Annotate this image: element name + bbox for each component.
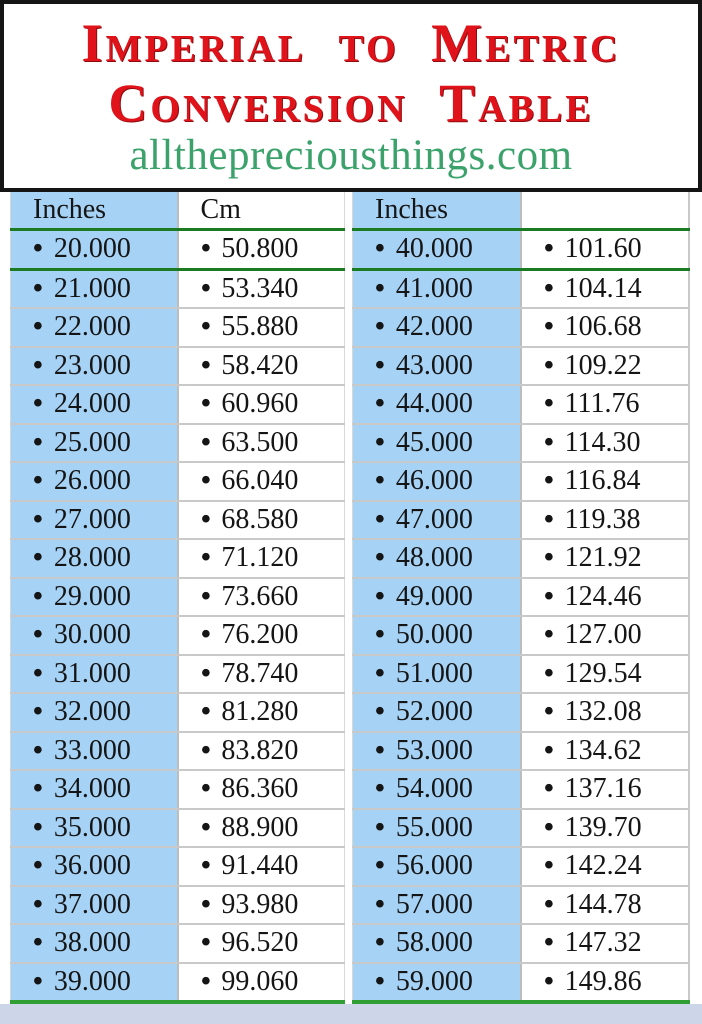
table-row xyxy=(353,539,690,578)
bullet-icon: • xyxy=(543,616,555,653)
bullet-icon: • xyxy=(199,616,212,653)
cell-cm xyxy=(521,847,689,886)
cell-inches xyxy=(11,385,178,424)
cell-cm xyxy=(178,847,345,886)
table-row xyxy=(353,308,690,347)
page-title-line2: Conversion Table xyxy=(108,73,594,134)
cell-cm xyxy=(521,308,689,347)
column-header-cm-right xyxy=(521,192,689,230)
cell-cm xyxy=(521,462,689,501)
bullet-icon: • xyxy=(32,963,44,999)
cell-value: 96.520 xyxy=(221,927,299,959)
cell-inches xyxy=(353,847,521,886)
table-row xyxy=(11,462,345,501)
bullet-icon: • xyxy=(543,770,555,807)
cell-cm xyxy=(178,269,345,308)
bullet-icon: • xyxy=(374,732,386,768)
cell-value: 43.000 xyxy=(395,349,473,381)
bullet-icon: • xyxy=(543,963,555,999)
bullet-icon: • xyxy=(374,230,386,267)
table-row xyxy=(11,886,345,925)
cell-value: 50.800 xyxy=(221,233,299,265)
cell-cm xyxy=(521,886,689,925)
cell-inches xyxy=(353,308,521,347)
bullet-icon: • xyxy=(374,347,386,383)
bullet-icon: • xyxy=(374,385,386,422)
bullet-icon: • xyxy=(374,655,386,691)
bullet-icon: • xyxy=(32,847,44,884)
bullet-icon: • xyxy=(199,732,212,768)
bullet-icon: • xyxy=(543,732,555,768)
cell-value: 31.000 xyxy=(53,657,131,689)
table-row xyxy=(11,501,345,540)
header-row xyxy=(11,192,345,230)
cell-cm xyxy=(178,770,345,809)
table-row xyxy=(11,424,345,463)
column-gutter xyxy=(345,192,352,1004)
column-header-inches-right: Inches xyxy=(353,192,521,230)
header-row xyxy=(353,192,690,230)
bullet-icon: • xyxy=(543,924,555,961)
cell-cm xyxy=(178,655,345,694)
conversion-table-right xyxy=(352,192,690,1004)
column-header-inches-left: Inches xyxy=(11,192,178,230)
cell-value: 46.000 xyxy=(395,465,473,497)
table-row xyxy=(11,809,345,848)
bullet-icon: • xyxy=(32,270,44,306)
cell-value: 124.46 xyxy=(564,580,642,612)
bullet-icon: • xyxy=(199,308,212,345)
cell-value: 55.880 xyxy=(221,311,299,343)
cell-inches xyxy=(353,230,521,270)
cell-value: 78.740 xyxy=(221,657,299,689)
cell-value: 91.440 xyxy=(221,850,299,882)
cell-cm xyxy=(178,462,345,501)
bullet-icon: • xyxy=(32,462,44,499)
table-row xyxy=(11,693,345,732)
cell-inches xyxy=(353,385,521,424)
table-row xyxy=(11,539,345,578)
cell-value: 20.000 xyxy=(53,233,131,265)
cell-inches xyxy=(353,770,521,809)
cell-value: 54.000 xyxy=(395,773,473,805)
bullet-icon: • xyxy=(199,385,212,422)
bullet-icon: • xyxy=(543,847,555,884)
cell-cm xyxy=(178,616,345,655)
bullet-icon: • xyxy=(374,578,386,614)
cell-cm xyxy=(178,963,345,1003)
table-row xyxy=(11,578,345,617)
table-row xyxy=(353,385,690,424)
cell-inches xyxy=(11,424,178,463)
cell-value: 42.000 xyxy=(395,311,473,343)
cell-inches xyxy=(353,578,521,617)
cell-value: 59.000 xyxy=(395,965,473,997)
cell-inches xyxy=(11,770,178,809)
bullet-icon: • xyxy=(199,963,212,999)
table-row xyxy=(353,501,690,540)
cell-value: 37.000 xyxy=(53,888,131,920)
cell-value: 50.000 xyxy=(395,619,473,651)
cell-value: 116.84 xyxy=(564,465,641,497)
bullet-icon: • xyxy=(199,501,212,537)
bullet-icon: • xyxy=(199,693,212,730)
cell-cm xyxy=(521,539,689,578)
bullet-icon: • xyxy=(543,578,555,614)
header-box xyxy=(0,0,702,192)
bullet-icon: • xyxy=(543,501,555,537)
cell-value: 83.820 xyxy=(221,734,299,766)
bullet-icon: • xyxy=(543,385,555,422)
bullet-icon: • xyxy=(199,809,212,845)
bullet-icon: • xyxy=(199,886,212,922)
cell-inches xyxy=(11,963,178,1003)
cell-value: 57.000 xyxy=(395,888,473,920)
cell-value: 35.000 xyxy=(53,811,131,843)
bullet-icon: • xyxy=(543,693,555,730)
cell-inches xyxy=(353,732,521,771)
cell-value: 119.38 xyxy=(564,503,641,535)
bullet-icon: • xyxy=(32,539,44,576)
bullet-icon: • xyxy=(374,270,386,306)
cell-value: 134.62 xyxy=(564,734,642,766)
table-row xyxy=(353,424,690,463)
cell-cm xyxy=(178,347,345,386)
table-row xyxy=(353,616,690,655)
cell-value: 106.68 xyxy=(564,311,642,343)
cell-inches xyxy=(11,847,178,886)
cell-inches xyxy=(11,693,178,732)
cell-cm xyxy=(521,616,689,655)
cell-value: 73.660 xyxy=(221,580,299,612)
bullet-icon: • xyxy=(199,655,212,691)
cell-value: 40.000 xyxy=(395,233,473,265)
bullet-icon: • xyxy=(374,539,386,576)
bullet-icon: • xyxy=(543,809,555,845)
bullet-icon: • xyxy=(199,462,212,499)
cell-inches xyxy=(353,539,521,578)
bullet-icon: • xyxy=(32,693,44,730)
cell-inches xyxy=(353,655,521,694)
cell-value: 58.420 xyxy=(221,349,299,381)
cell-value: 101.60 xyxy=(564,233,642,265)
bullet-icon: • xyxy=(199,847,212,884)
table-row xyxy=(353,963,690,1003)
cell-cm xyxy=(178,578,345,617)
cell-value: 34.000 xyxy=(53,773,131,805)
bullet-icon: • xyxy=(543,230,555,267)
cell-cm xyxy=(178,424,345,463)
cell-cm xyxy=(178,693,345,732)
cell-inches xyxy=(11,886,178,925)
cell-cm xyxy=(521,501,689,540)
bullet-icon: • xyxy=(543,886,555,922)
table-row xyxy=(11,963,345,1003)
cell-cm xyxy=(521,732,689,771)
cell-cm xyxy=(178,501,345,540)
bullet-icon: • xyxy=(374,693,386,730)
cell-value: 132.08 xyxy=(564,696,642,728)
cell-inches xyxy=(353,963,521,1003)
cell-cm xyxy=(178,539,345,578)
table-row xyxy=(11,230,345,270)
cell-value: 58.000 xyxy=(395,927,473,959)
table-row xyxy=(353,347,690,386)
table-row xyxy=(353,230,690,270)
cell-value: 29.000 xyxy=(53,580,131,612)
bullet-icon: • xyxy=(543,270,555,306)
footer-strip xyxy=(0,1004,702,1024)
table-row xyxy=(11,770,345,809)
bullet-icon: • xyxy=(32,732,44,768)
cell-inches xyxy=(353,693,521,732)
cell-inches xyxy=(11,616,178,655)
bullet-icon: • xyxy=(543,462,555,499)
table-header-right xyxy=(353,192,690,230)
cell-value: 60.960 xyxy=(221,388,299,420)
column-header-cm-left: Cm xyxy=(178,192,345,230)
cell-value: 139.70 xyxy=(564,811,642,843)
cell-cm xyxy=(178,308,345,347)
table-row xyxy=(353,924,690,963)
cell-cm xyxy=(178,385,345,424)
table-row xyxy=(11,616,345,655)
table-row xyxy=(11,655,345,694)
bullet-icon: • xyxy=(374,308,386,345)
cell-value: 68.580 xyxy=(221,503,299,535)
cell-value: 24.000 xyxy=(53,388,131,420)
cell-value: 22.000 xyxy=(53,311,131,343)
cell-inches xyxy=(11,501,178,540)
cell-value: 41.000 xyxy=(395,272,473,304)
cell-value: 48.000 xyxy=(395,542,473,574)
cell-value: 28.000 xyxy=(53,542,131,574)
table-row xyxy=(353,809,690,848)
bullet-icon: • xyxy=(374,616,386,653)
cell-cm xyxy=(521,693,689,732)
table-body-left xyxy=(11,230,345,1003)
bullet-icon: • xyxy=(32,347,44,383)
cell-cm xyxy=(521,385,689,424)
bullet-icon: • xyxy=(543,424,555,460)
cell-value: 127.00 xyxy=(564,619,642,651)
bullet-icon: • xyxy=(32,308,44,345)
cell-value: 71.120 xyxy=(221,542,299,574)
bullet-icon: • xyxy=(199,578,212,614)
cell-cm xyxy=(521,578,689,617)
bullet-icon: • xyxy=(32,809,44,845)
table-row xyxy=(353,655,690,694)
bullet-icon: • xyxy=(32,616,44,653)
table-header-left xyxy=(11,192,345,230)
cell-inches xyxy=(11,462,178,501)
cell-cm xyxy=(178,924,345,963)
cell-inches xyxy=(11,809,178,848)
cell-inches xyxy=(11,578,178,617)
cell-cm xyxy=(521,230,689,270)
bullet-icon: • xyxy=(374,501,386,537)
bullet-icon: • xyxy=(32,578,44,614)
cell-value: 142.24 xyxy=(564,850,642,882)
cell-cm xyxy=(521,269,689,308)
cell-cm xyxy=(521,963,689,1003)
bullet-icon: • xyxy=(199,770,212,807)
cell-inches xyxy=(353,886,521,925)
cell-value: 56.000 xyxy=(395,850,473,882)
cell-value: 23.000 xyxy=(53,349,131,381)
conversion-table-left xyxy=(10,192,345,1004)
cell-cm xyxy=(521,770,689,809)
cell-inches xyxy=(11,269,178,308)
table-row xyxy=(353,847,690,886)
table-row xyxy=(11,269,345,308)
cell-cm xyxy=(178,809,345,848)
cell-value: 63.500 xyxy=(221,426,299,458)
cell-value: 99.060 xyxy=(221,965,299,997)
cell-inches xyxy=(353,924,521,963)
cell-inches xyxy=(11,924,178,963)
cell-value: 129.54 xyxy=(564,657,642,689)
cell-inches xyxy=(353,347,521,386)
bullet-icon: • xyxy=(199,270,212,306)
cell-inches xyxy=(353,809,521,848)
table-row xyxy=(11,347,345,386)
cell-value: 93.980 xyxy=(221,888,299,920)
cell-value: 144.78 xyxy=(564,888,642,920)
cell-value: 137.16 xyxy=(564,773,642,805)
bullet-icon: • xyxy=(32,501,44,537)
cell-cm xyxy=(178,732,345,771)
bullet-icon: • xyxy=(543,539,555,576)
table-row xyxy=(11,847,345,886)
cell-cm xyxy=(521,924,689,963)
cell-value: 52.000 xyxy=(395,696,473,728)
cell-inches xyxy=(11,732,178,771)
bullet-icon: • xyxy=(543,655,555,691)
cell-value: 149.86 xyxy=(564,965,642,997)
cell-value: 81.280 xyxy=(221,696,299,728)
cell-value: 121.92 xyxy=(564,542,642,574)
table-row xyxy=(11,385,345,424)
cell-value: 109.22 xyxy=(564,349,642,381)
cell-value: 27.000 xyxy=(53,503,131,535)
cell-value: 66.040 xyxy=(221,465,299,497)
table-row xyxy=(353,732,690,771)
bullet-icon: • xyxy=(374,924,386,961)
bullet-icon: • xyxy=(199,539,212,576)
bullet-icon: • xyxy=(199,924,212,961)
website-url: allthepreciousthings.com xyxy=(129,131,573,179)
bullet-icon: • xyxy=(32,924,44,961)
cell-value: 36.000 xyxy=(53,850,131,882)
cell-value: 44.000 xyxy=(395,388,473,420)
bullet-icon: • xyxy=(32,655,44,691)
table-row xyxy=(353,269,690,308)
cell-cm xyxy=(521,424,689,463)
table-row xyxy=(353,886,690,925)
cell-value: 47.000 xyxy=(395,503,473,535)
bullet-icon: • xyxy=(374,462,386,499)
cell-inches xyxy=(353,501,521,540)
cell-value: 147.32 xyxy=(564,927,642,959)
table-area xyxy=(10,192,692,1004)
cell-value: 51.000 xyxy=(395,657,473,689)
cell-value: 76.200 xyxy=(221,619,299,651)
cell-inches xyxy=(11,347,178,386)
cell-cm xyxy=(521,655,689,694)
table-row xyxy=(353,693,690,732)
table-row xyxy=(11,924,345,963)
cell-value: 88.900 xyxy=(221,811,299,843)
bullet-icon: • xyxy=(543,347,555,383)
bullet-icon: • xyxy=(32,886,44,922)
bullet-icon: • xyxy=(374,809,386,845)
cell-cm xyxy=(521,347,689,386)
cell-cm xyxy=(521,809,689,848)
cell-value: 49.000 xyxy=(395,580,473,612)
cell-value: 33.000 xyxy=(53,734,131,766)
bullet-icon: • xyxy=(199,347,212,383)
cell-inches xyxy=(11,230,178,270)
bullet-icon: • xyxy=(32,230,44,267)
cell-cm xyxy=(178,230,345,270)
bullet-icon: • xyxy=(32,770,44,807)
cell-inches xyxy=(353,424,521,463)
cell-inches xyxy=(353,616,521,655)
bullet-icon: • xyxy=(199,424,212,460)
bullet-icon: • xyxy=(374,886,386,922)
cell-value: 53.340 xyxy=(221,272,299,304)
cell-value: 114.30 xyxy=(564,426,641,458)
cell-value: 86.360 xyxy=(221,773,299,805)
table-row xyxy=(353,462,690,501)
bullet-icon: • xyxy=(199,230,212,267)
table-row xyxy=(11,308,345,347)
cell-value: 55.000 xyxy=(395,811,473,843)
cell-value: 38.000 xyxy=(53,927,131,959)
cell-inches xyxy=(11,539,178,578)
bullet-icon: • xyxy=(374,847,386,884)
table-row xyxy=(11,732,345,771)
cell-inches xyxy=(11,308,178,347)
bullet-icon: • xyxy=(374,770,386,807)
cell-value: 53.000 xyxy=(395,734,473,766)
bullet-icon: • xyxy=(374,424,386,460)
cell-value: 104.14 xyxy=(564,272,642,304)
bullet-icon: • xyxy=(374,963,386,999)
table-row xyxy=(353,578,690,617)
table-body-right xyxy=(353,230,690,1003)
bullet-icon: • xyxy=(32,424,44,460)
table-row xyxy=(353,770,690,809)
bullet-icon: • xyxy=(32,385,44,422)
cell-value: 111.76 xyxy=(564,388,640,420)
cell-inches xyxy=(353,269,521,308)
cell-inches xyxy=(353,462,521,501)
cell-value: 25.000 xyxy=(53,426,131,458)
page-title-line1: Imperial to Metric xyxy=(81,13,621,73)
cell-inches xyxy=(11,655,178,694)
cell-value: 21.000 xyxy=(53,272,131,304)
cell-value: 26.000 xyxy=(53,465,131,497)
cell-cm xyxy=(178,886,345,925)
cell-value: 39.000 xyxy=(53,965,131,997)
cell-value: 45.000 xyxy=(395,426,473,458)
bullet-icon: • xyxy=(543,308,555,345)
cell-value: 32.000 xyxy=(53,696,131,728)
cell-value: 30.000 xyxy=(53,619,131,651)
